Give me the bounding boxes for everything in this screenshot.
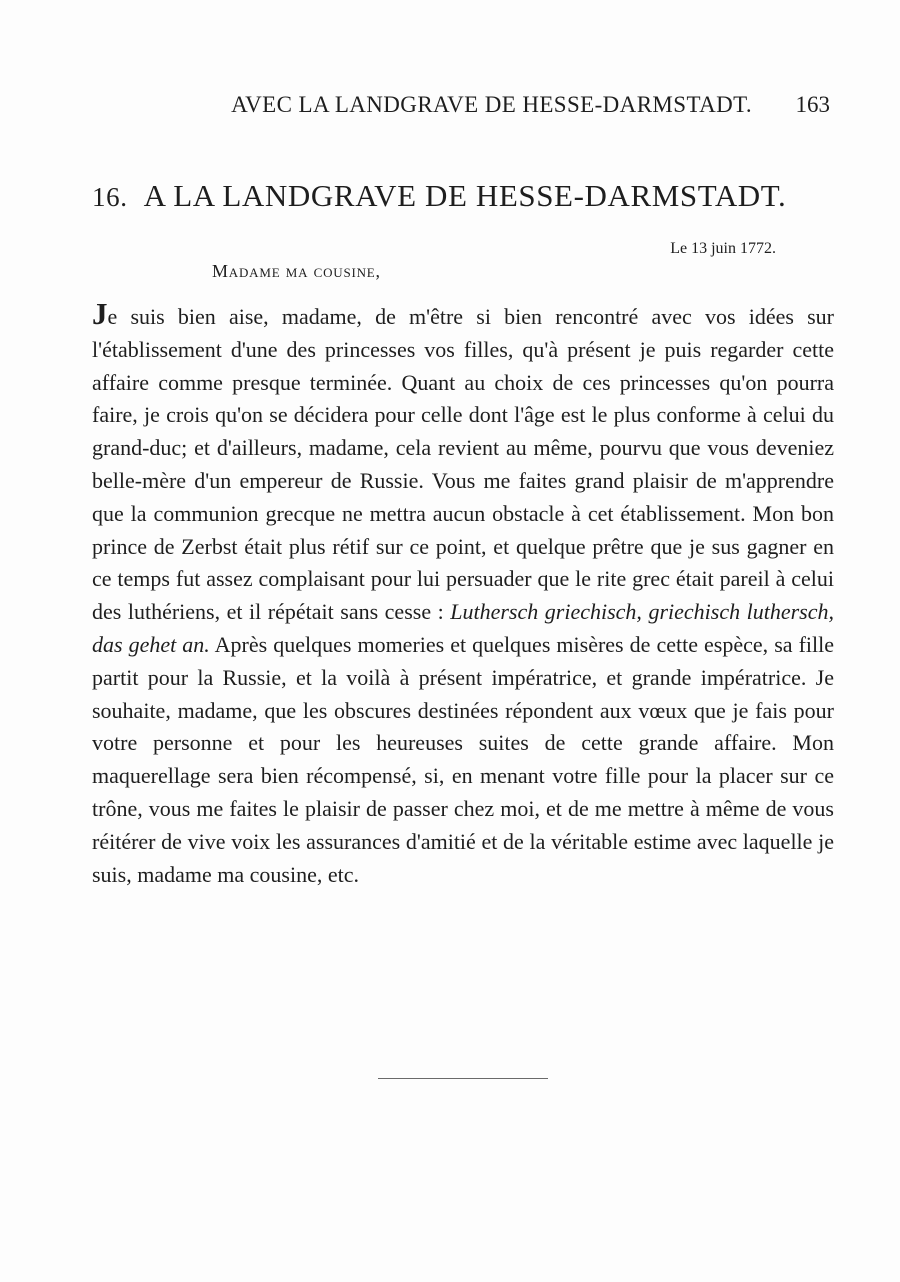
- letter-number: 16.: [92, 182, 128, 212]
- letter-body: [92, 298, 834, 891]
- page-number: 163: [795, 92, 830, 117]
- drop-cap: J: [92, 296, 108, 331]
- letter-heading: [92, 178, 830, 214]
- running-title: AVEC LA LANDGRAVE DE HESSE-DARMSTADT.: [231, 92, 752, 117]
- letter-title: A LA LANDGRAVE DE HESSE-DARMSTADT.: [143, 178, 787, 213]
- body-text-part2: Après quelques momeries et quelques misères de cette espèce, sa fille partit pour la Russie, et la voilà à présent impératrice, et grande impératrice. Je souhaite, madame, que les obscures destinées répondent aux vœux que je fais pour votre personne et pour les heureuses suites de cette grande affaire. Mon maquerellage sera bien récompensé, si, en menant votre fille pour la placer sur ce trône, vous me faites le plaisir de passer chez moi, et de me mettre à même de vous réitérer de vive voix les assurances d'amitié et de la véritable estime avec laquelle je suis, madame ma cousine, etc.: [92, 631, 834, 887]
- salutation: Madame ma cousine,: [212, 261, 381, 281]
- german-quote: Luthersch griechisch, griechisch luthersch, das gehet an.: [92, 599, 834, 657]
- body-text-part1: e suis bien aise, madame, de m'être si bien rencontré avec vos idées sur l'établissement d'une des princesses vos filles, qu'à présent je puis regarder cette affaire comme presque terminée. Quant au choix de ces princesses qu'on pourra faire, je crois qu'on se décidera pour celle dont l'âge est le plus conforme à celui du grand-duc; et d'ailleurs, madame, cela revient au même, pourvu que vous deveniez belle-mère d'un empereur de Russie. Vous me faites grand plaisir de m'apprendre que la communion grecque ne mettra aucun obstacle à cet établissement. Mon bon prince de Zerbst était plus rétif sur ce point, et quelque prêtre que je sus gagner en ce temps fut assez complaisant pour lui persuader que le rite grec était pareil à celui des luthériens, et il répétait sans cesse :: [92, 304, 834, 625]
- end-rule: [378, 1078, 548, 1079]
- running-head: [92, 92, 830, 122]
- letter-date: Le 13 juin 1772.: [670, 240, 776, 257]
